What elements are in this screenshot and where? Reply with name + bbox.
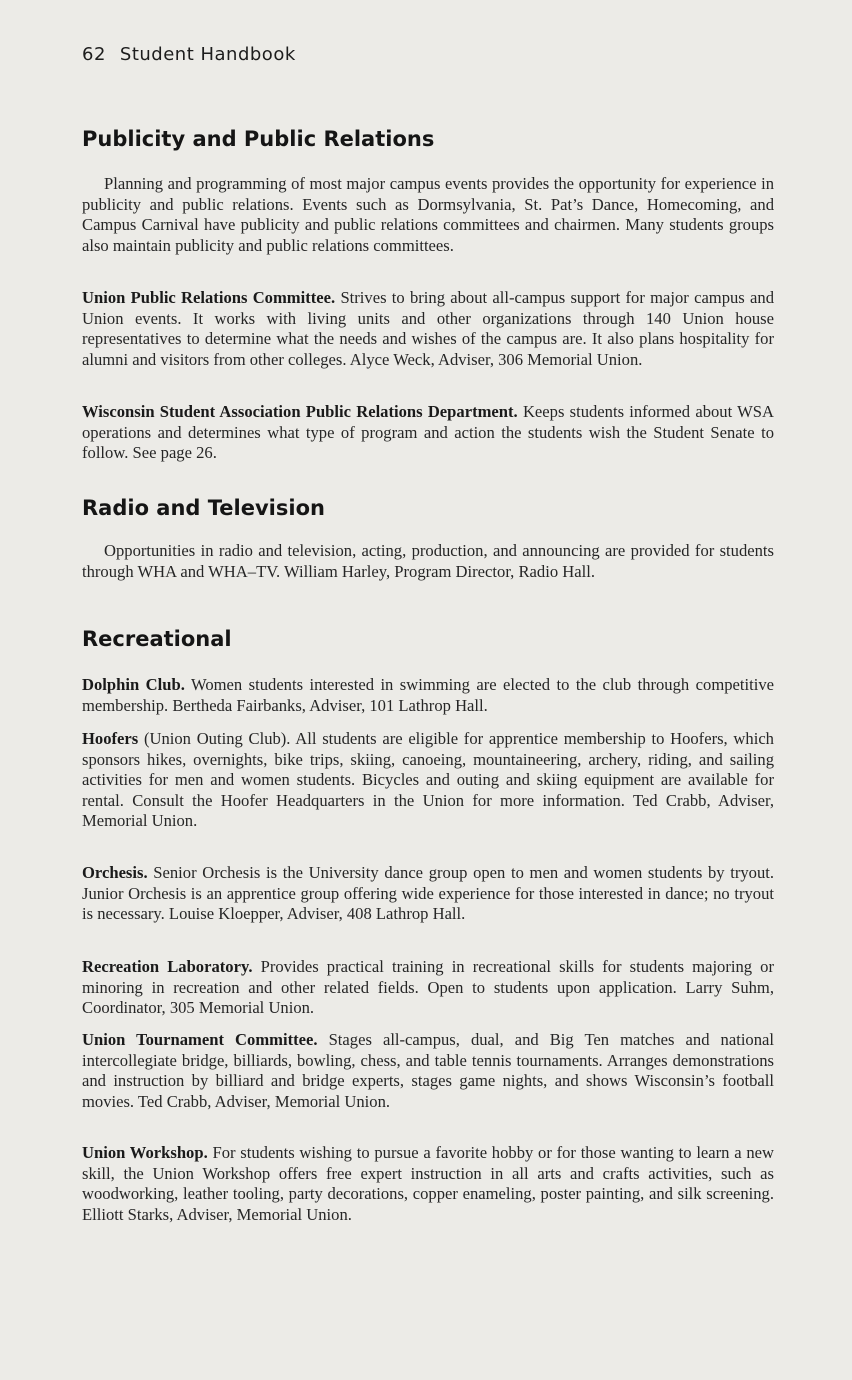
entry-text: Senior Orchesis is the University dance group open to men and women students by tryout. Junior Orchesis is an apprentice group offering wide experience for those interested in dance; no tryout is necessary. Louise Kloepper, Adviser, 408 Lathrop Hall. <box>82 863 774 924</box>
section-title: Recreational <box>82 627 232 651</box>
radio-intro <box>82 541 774 582</box>
entry-name: Union Public Relations Committee. <box>82 288 336 307</box>
entry-paragraph <box>82 1143 774 1225</box>
entry-text: For students wishing to pursue a favorite hobby or for those wanting to learn a new skill, the Union Workshop offers free expert instruction in all arts and crafts activities, such as woodworking, leather tooling, party decorations, copper enameling, poster painting, and silk screening. Elliott Starks, Adviser, Memorial Union. <box>82 1143 774 1224</box>
publicity-intro <box>82 174 774 256</box>
section-radio <box>82 496 774 520</box>
entry-name-suffix: (Union Outing Club). <box>143 729 291 748</box>
entry-paragraph <box>82 863 774 925</box>
entry-hoofers <box>82 729 774 832</box>
section-publicity <box>82 127 774 151</box>
section-title: Radio and Television <box>82 496 325 520</box>
book-title: Student Handbook <box>119 44 296 65</box>
entry-dolphin-club <box>82 675 774 716</box>
entry-paragraph <box>82 402 774 464</box>
section-title: Publicity and Public Relations <box>82 127 435 151</box>
entry-name: Hoofers <box>82 729 139 748</box>
intro-paragraph: Opportunities in radio and television, acting, production, and announcing are provided for students through WHA and WHA–TV. William Harley, Program Director, Radio Hall. <box>82 541 774 581</box>
entry-name: Union Tournament Committee. <box>82 1030 318 1049</box>
entry-text: Keeps students informed about WSA operations and determines what type of program and action the students wish the Student Senate to follow. See page 26. <box>82 402 775 463</box>
page-number: 62 <box>82 44 106 65</box>
entry-wsa-public-relations <box>82 402 774 464</box>
entry-text: Women students interested in swimming are elected to the club through competitive membership. Bertheda Fairbanks, Adviser, 101 Lathrop Hall. <box>82 675 774 715</box>
entry-text: Stages all-campus, dual, and Big Ten matches and national intercollegiate bridge, billiards, bowling, chess, and table tennis tournaments. Arranges demonstrations and instruction by billiard and bridge experts, stages game nights, and shows Wisconsin’s football movies. Ted Crabb, Adviser, Memorial Union. <box>82 1030 774 1111</box>
entry-name: Wisconsin Student Association Public Relations Department. <box>82 402 518 421</box>
entry-union-workshop <box>82 1143 774 1225</box>
entry-orchesis <box>82 863 774 925</box>
entry-paragraph <box>82 957 774 1019</box>
entry-union-public-relations <box>82 288 774 370</box>
entry-name: Union Workshop. <box>82 1143 208 1162</box>
entry-paragraph <box>82 729 774 832</box>
section-recreational <box>82 627 774 651</box>
entry-paragraph <box>82 1030 774 1112</box>
running-head <box>82 44 296 65</box>
entry-paragraph <box>82 675 774 716</box>
entry-text: Strives to bring about all-campus support for major campus and Union events. It works with living units and other organizations through 140 Union house representatives to determine what the needs and wishes of the campus are. It also plans hospitality for alumni and visitors from other colleges. Alyce Weck, Adviser, 306 Memorial Union. <box>82 288 774 369</box>
entry-recreation-laboratory <box>82 957 774 1019</box>
entry-text: Provides practical training in recreational skills for students majoring or minoring in recreation and other related fields. Open to students upon application. Larry Suhm, Coordinator, 305 Memorial Union. <box>82 957 774 1018</box>
entry-paragraph <box>82 288 774 370</box>
entry-union-tournament <box>82 1030 774 1112</box>
entry-name: Dolphin Club. <box>82 675 185 694</box>
intro-paragraph: Planning and programming of most major campus events provides the opportunity for experience in publicity and public relations. Events such as Dormsylvania, St. Pat’s Dance, Homecoming, and Campus Carnival have publicity and public relations committees and chairmen. Many students groups also maintain publicity and public relations committees. <box>82 174 774 255</box>
entry-name: Orchesis. <box>82 863 148 882</box>
entry-name: Recreation Laboratory. <box>82 957 253 976</box>
entry-text: All students are eligible for apprentice membership to Hoofers, which sponsors hikes, overnights, bike trips, skiing, canoeing, mountaineering, archery, riding, and sailing activities for men and women students. Bicycles and outing and skiing equipment are available for rental. Consult the Hoofer Headquarters in the Union for more information. Ted Crabb, Adviser, Memorial Union. <box>82 729 774 831</box>
